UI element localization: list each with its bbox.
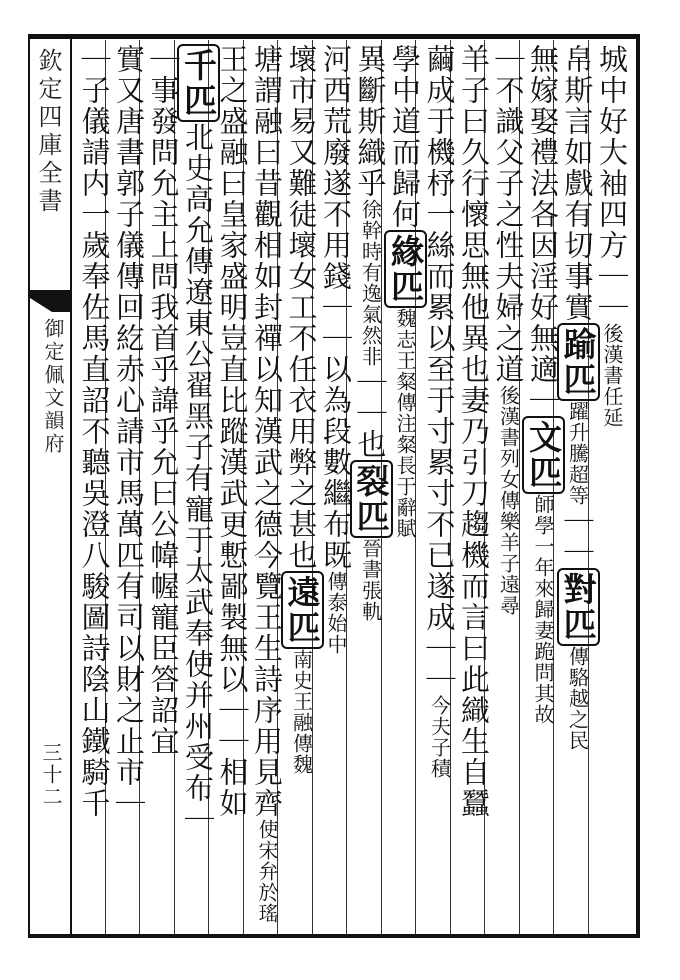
source-citation: 使宋弁於瑤 — [255, 819, 279, 924]
body-text: 無嫁娶禮法各因淫好無適 — [526, 44, 560, 385]
body-text: ｜ — [526, 385, 560, 416]
entry-heading: 踰匹 — [557, 323, 600, 401]
entry-heading: 裂匹 — [350, 460, 393, 538]
body-text: 相如 — [215, 757, 250, 819]
body-text: 北史高允傳遼東公翟黑子有寵于太武奉使并州受布 — [181, 122, 215, 804]
source-citation: 後漢書列女傳樂羊子遠尋 — [496, 385, 521, 616]
body-text: ｜｜ — [595, 261, 629, 323]
source-citation: 傳泰始中 — [324, 571, 348, 655]
margin-page-number: 三十二 — [39, 742, 63, 808]
entry-heading: 緣匹 — [384, 230, 427, 308]
body-text: 王之盛融曰皇家盛明豈直比蹤漢武更慙鄙製無以 — [215, 44, 250, 695]
source-citation: 今夫子積 — [427, 695, 452, 779]
body-text: 羊子曰久行懷思無他異也妻乃引刀趨機而言曰此織生自蠶 — [457, 44, 491, 819]
source-citation: 晉書張軌 — [358, 538, 383, 622]
page-frame-right-rule — [636, 34, 640, 938]
source-citation: 躍升騰超等 — [565, 401, 590, 506]
body-text: ｜子儀請内一歲奉佐馬直詔不聽吳澄八駿圖詩陰山鐵騎千 — [77, 44, 112, 819]
body-text: 塘謂融曰昔觀相如封禪以知漢武之德今覽王生詩序用見齊 — [250, 44, 284, 819]
body-text: ｜｜ — [560, 506, 595, 568]
source-citation: 師學一年來歸妻跪問其故 — [531, 494, 555, 725]
body-text: 城中好大袖四方 — [595, 44, 629, 261]
source-citation: 南史王融傳魏 — [289, 649, 314, 775]
body-text: ｜ — [112, 788, 146, 819]
entry-heading: 千匹 — [177, 44, 220, 122]
entry-heading: 文匹 — [522, 416, 565, 494]
body-text: ｜｜ — [422, 633, 457, 695]
body-text: 實又唐書郭子儀傳回紇赤心請市馬萬匹有司以財之止市 — [112, 44, 146, 788]
margin-book-title: 御定佩文韻府 — [41, 318, 65, 456]
body-text: 異斷斯織乎 — [353, 44, 388, 199]
body-text: ｜事發問允主上問我首乎諱乎允曰公幃幄寵臣答詔宜 — [146, 44, 181, 757]
page-frame-top-rule — [28, 34, 640, 39]
source-citation: 魏志王粲傳注粲長于辭賦 — [393, 308, 417, 539]
body-text: 以為段數繼布既 — [319, 354, 353, 571]
body-text: ｜｜ — [319, 292, 353, 354]
margin-collection-title: 欽定四庫全書 — [34, 48, 62, 216]
body-text: ｜ — [181, 804, 215, 835]
body-text: 壞市易又難徒壞女工不任衣用弊之甚也 — [284, 44, 319, 571]
body-text: 帛斯言如戲有切事實 — [560, 44, 595, 323]
body-text: 也 — [353, 429, 388, 460]
body-text: ｜｜ — [215, 695, 250, 757]
body-text: 學中道而歸何 — [388, 44, 422, 230]
page-frame-bottom-rule — [28, 934, 640, 938]
body-text: ｜｜ — [353, 367, 388, 429]
source-citation: 傳駱越之民 — [565, 646, 590, 751]
entry-heading: 遠匹 — [281, 571, 324, 649]
fish-tail-ornament-icon — [30, 286, 70, 316]
body-text: 河西荒廢遂不用錢 — [319, 44, 353, 292]
source-citation: 後漢書任延 — [600, 323, 624, 428]
entry-heading: 對匹 — [557, 568, 600, 646]
body-text: ｜不識父子之性夫婦之道 — [491, 44, 526, 385]
body-text: 繭成于機杼一絲而累以至于寸累寸不已遂成 — [422, 44, 457, 633]
source-citation: 徐幹時有逸氣然非 — [358, 199, 383, 367]
text-column — [71, 44, 119, 932]
page-frame-left-rule — [28, 34, 30, 938]
